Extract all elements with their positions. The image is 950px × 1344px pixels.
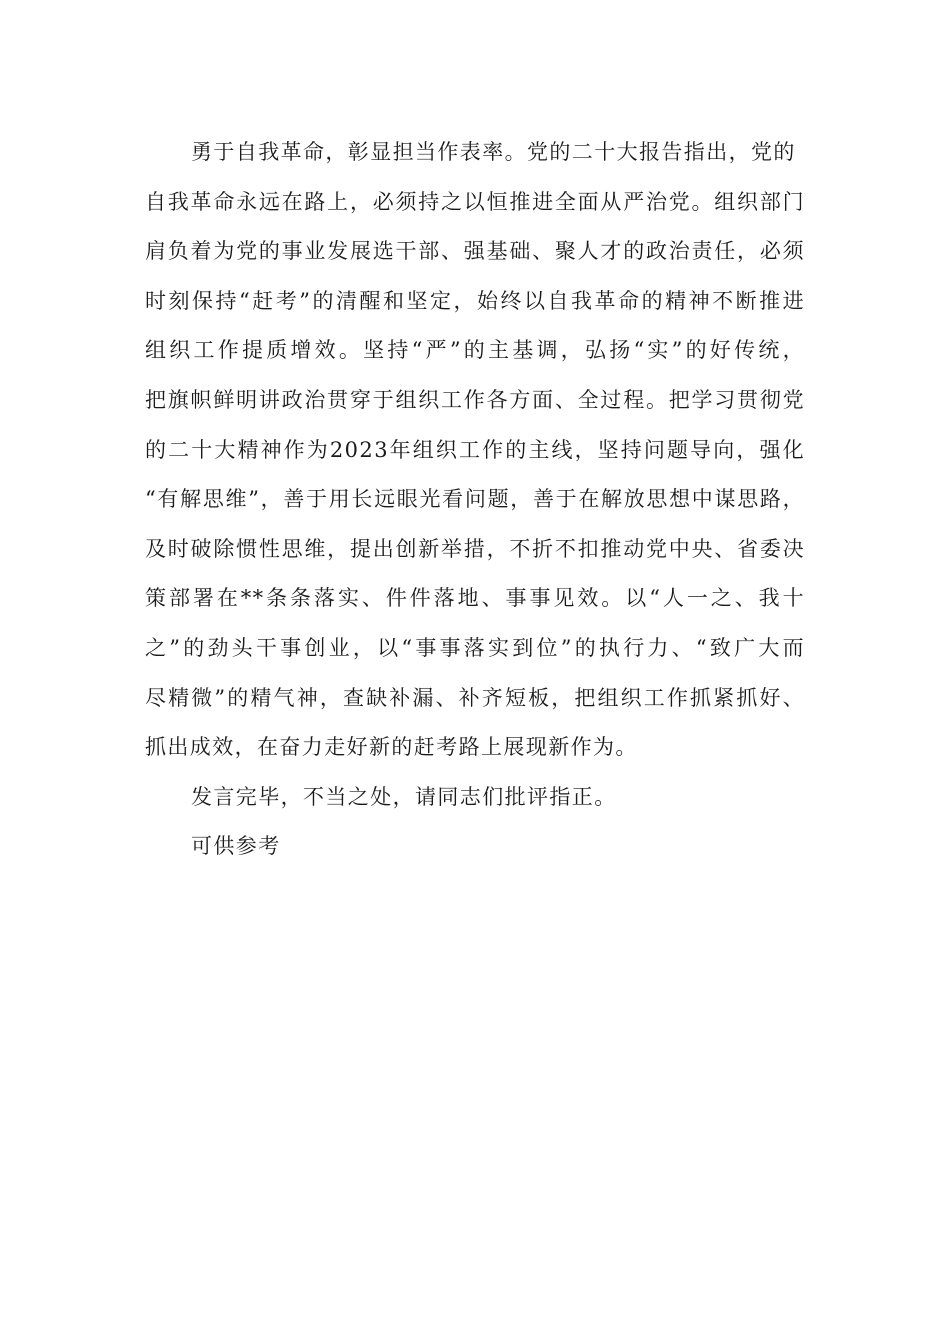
paragraph-line: 抓出成效，在奋力走好新的赶考路上展现新作为。 xyxy=(145,735,638,760)
paragraph-line: 时刻保持“赶考”的清醒和坚定，始终以自我革命的精神不断推进 xyxy=(145,288,805,313)
paragraph-line: 之”的劲头干事创业，以“事事落实到位”的执行力、“致广大而 xyxy=(145,635,805,660)
document-body xyxy=(145,128,805,872)
paragraph-line: 的二十大精神作为2023年组织工作的主线，坚持问题导向，强化 xyxy=(145,437,805,462)
paragraph-line: 及时破除惯性思维，提出创新举措，不折不扣推动党中央、省委决 xyxy=(145,536,805,561)
paragraph-line: “有解思维”，善于用长远眼光看问题，善于在解放思想中谋思路， xyxy=(145,487,805,512)
paragraph-line: 勇于自我革命，彰显担当作表率。党的二十大报告指出，党的 xyxy=(191,140,796,164)
footer-note: 可供参考 xyxy=(191,834,281,859)
paragraph-line: 自我革命永远在路上，必须持之以恒推进全面从严治党。组织部门 xyxy=(145,189,805,214)
paragraph-main xyxy=(145,128,805,773)
paragraph-line: 把旗帜鲜明讲政治贯穿于组织工作各方面、全过程。把学习贯彻党 xyxy=(145,387,805,412)
paragraph-line: 肩负着为党的事业发展选干部、强基础、聚人才的政治责任，必须 xyxy=(145,239,805,264)
paragraph-line: 组织工作提质增效。坚持“严”的主基调，弘扬“实”的好传统， xyxy=(145,338,805,363)
paragraph-line: 策部署在**条条落实、件件落地、事事见效。以“人一之、我十 xyxy=(145,586,805,611)
closing-remark: 发言完毕，不当之处，请同志们批评指正。 xyxy=(191,784,617,809)
paragraph-line: 尽精微”的精气神，查缺补漏、补齐短板，把组织工作抓紧抓好、 xyxy=(145,685,805,710)
